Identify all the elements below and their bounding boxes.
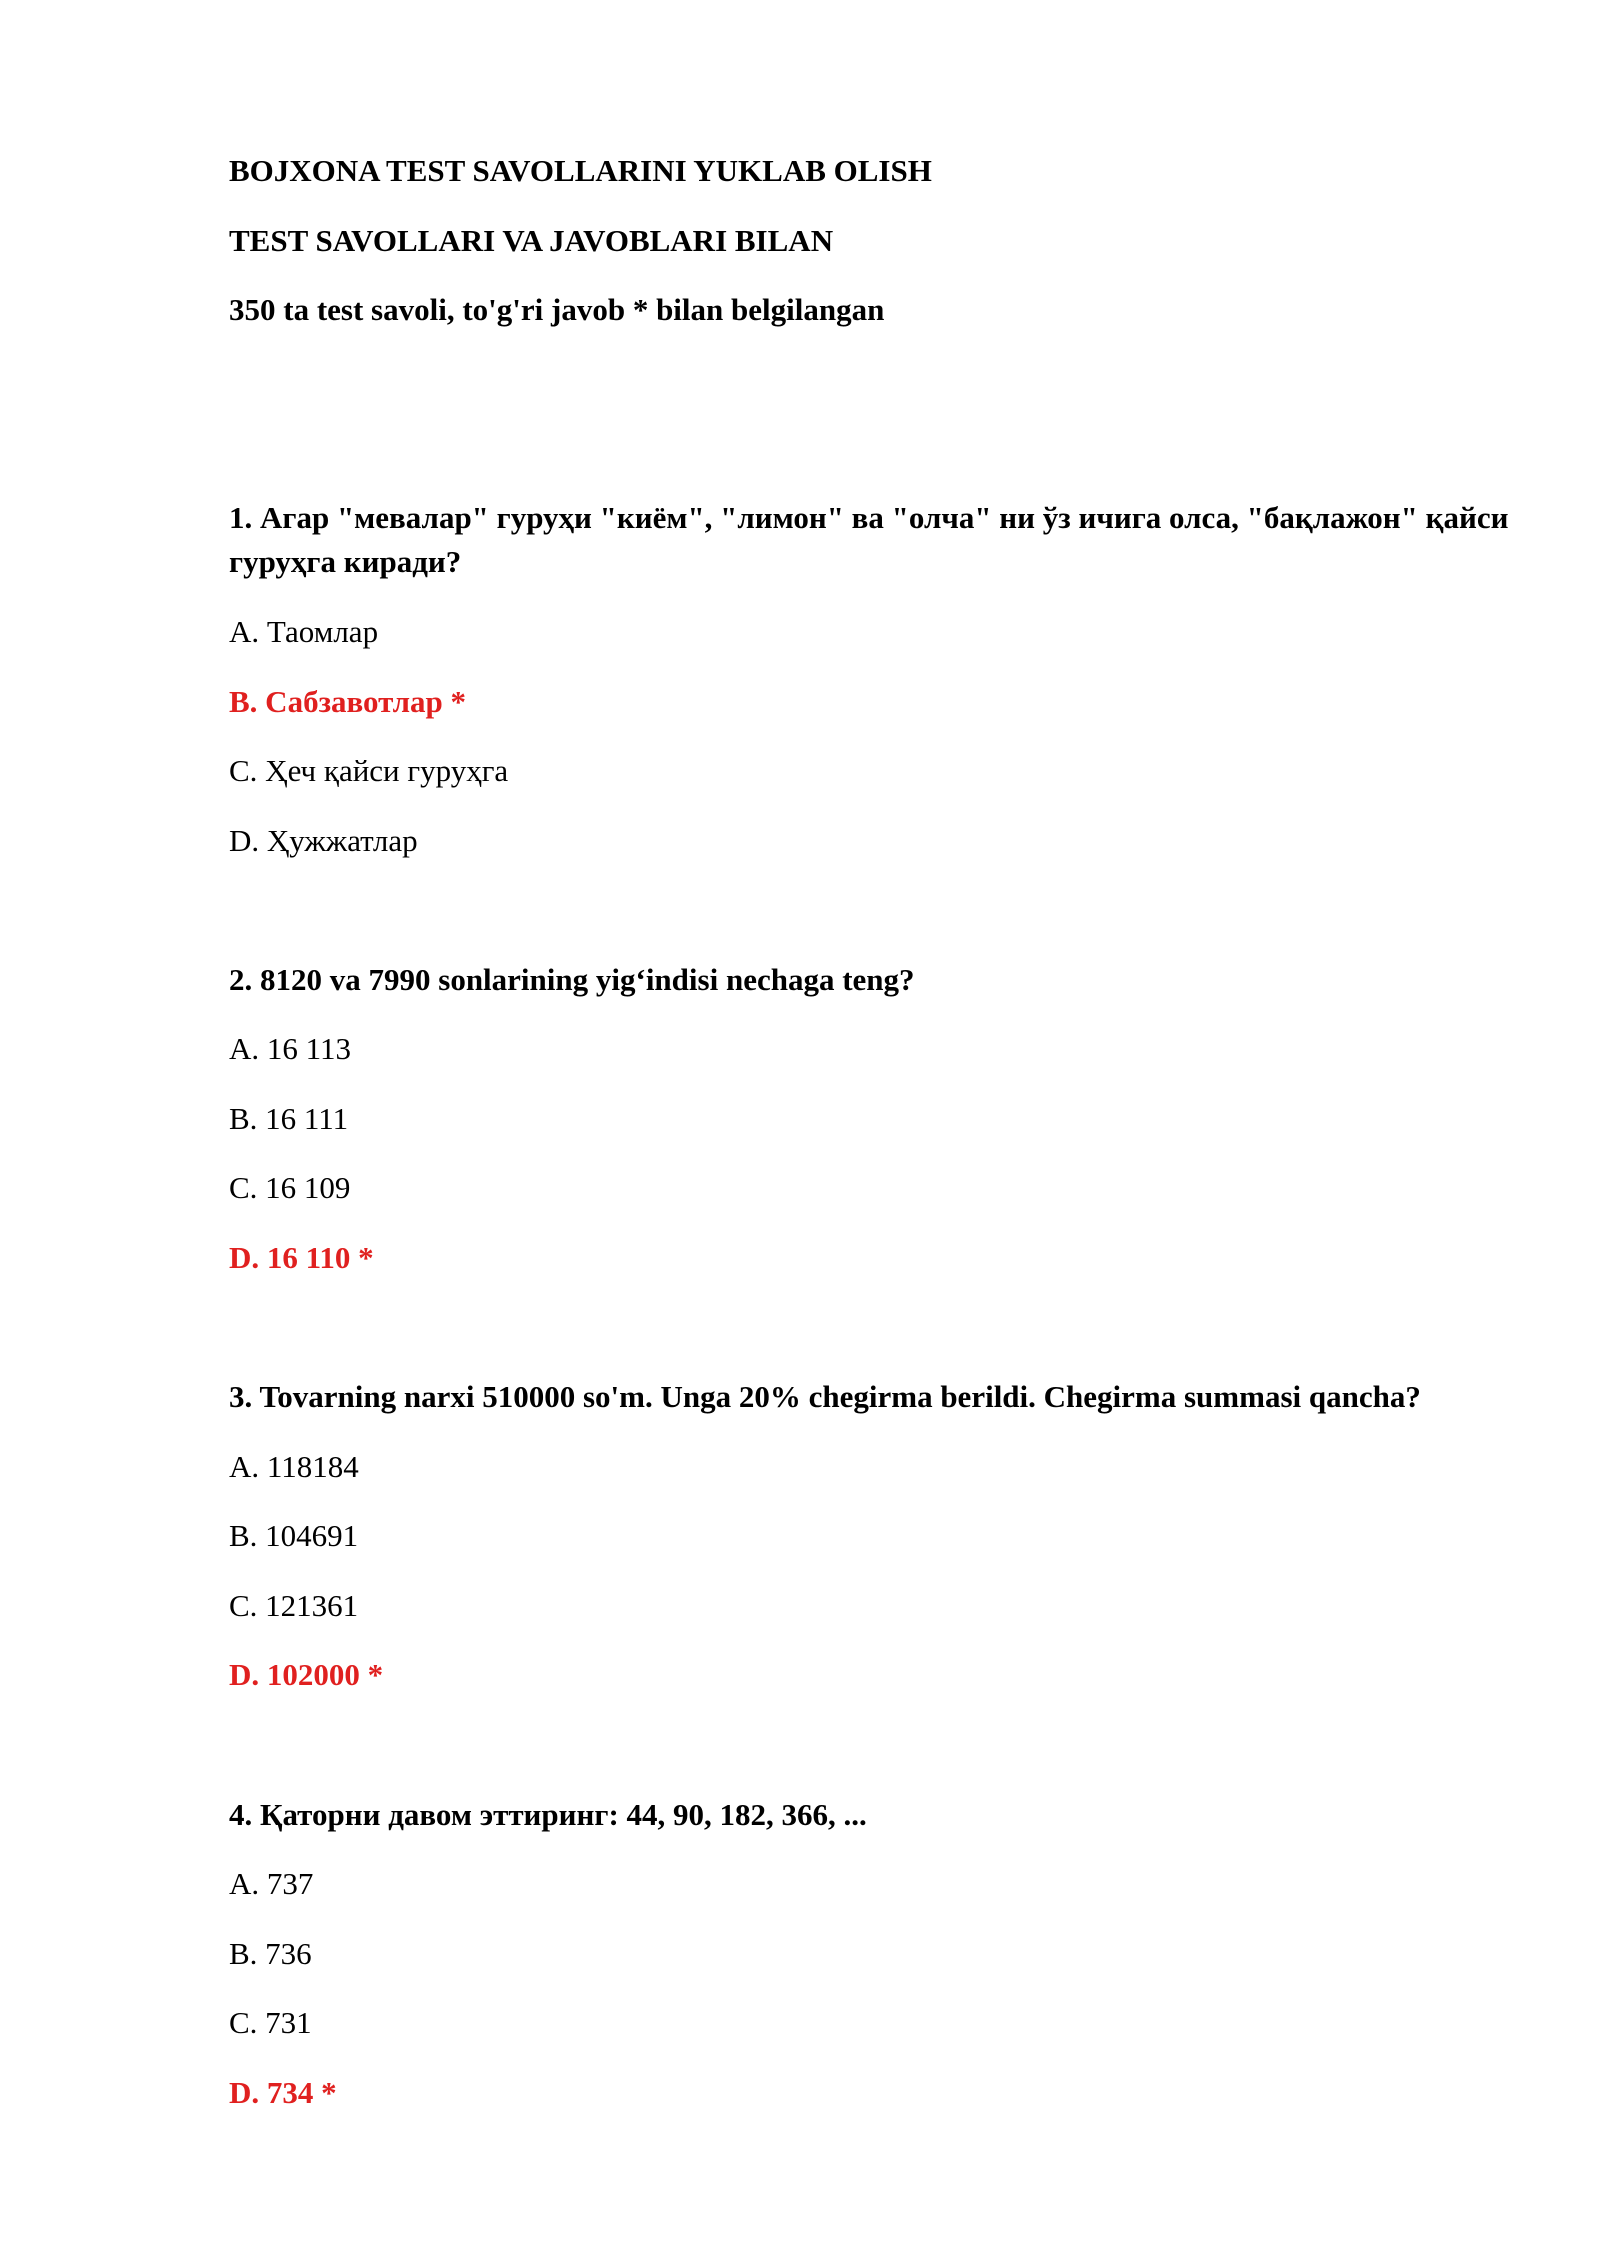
question-4-option-d: D. 734 * xyxy=(229,2075,337,2110)
question-4-text: 4. Қаторни давом эттиринг: 44, 90, 182, 366, ... xyxy=(229,1797,867,1832)
question-3-option-c: C. 121361 xyxy=(229,1588,359,1623)
document-note: 350 ta test savoli, to'g'ri javob * bilan belgilangan xyxy=(229,292,885,327)
question-4-option-a: A. 737 xyxy=(229,1866,314,1901)
document-subtitle: TEST SAVOLLARI VA JAVOBLARI BILAN xyxy=(229,223,834,258)
question-1-option-d: D. Ҳужжатлар xyxy=(229,823,418,858)
document-title: BOJXONA TEST SAVOLLARINI YUKLAB OLISH xyxy=(229,153,932,188)
question-3-text: 3. Tovarning narxi 510000 so'm. Unga 20% chegirma berildi. Chegirma summasi qancha? xyxy=(229,1379,1421,1414)
question-1-text: 1. Агар "мевалар" гуруҳи "киём", "лимон" ва "олча" ни ўз ичига олса, "бақлажон" қайси гуруҳга киради? xyxy=(229,500,1509,579)
question-2-option-c: C. 16 109 xyxy=(229,1170,351,1205)
question-3-option-d: D. 102000 * xyxy=(229,1657,384,1692)
question-2-text: 2. 8120 va 7990 sonlarining yig‘indisi nechaga teng? xyxy=(229,962,915,997)
question-4-option-b: B. 736 xyxy=(229,1936,312,1971)
question-2-option-a: A. 16 113 xyxy=(229,1031,351,1066)
question-3-option-b: B. 104691 xyxy=(229,1518,359,1553)
question-1-option-b: B. Сабзавотлар * xyxy=(229,684,466,719)
question-4-option-c: C. 731 xyxy=(229,2005,312,2040)
question-1-option-a: A. Таомлар xyxy=(229,614,379,649)
question-1-option-c: C. Ҳеч қайси гуруҳга xyxy=(229,753,509,788)
question-2-option-d: D. 16 110 * xyxy=(229,1240,374,1275)
question-3-option-a: A. 118184 xyxy=(229,1449,359,1484)
question-2-option-b: B. 16 111 xyxy=(229,1101,349,1136)
